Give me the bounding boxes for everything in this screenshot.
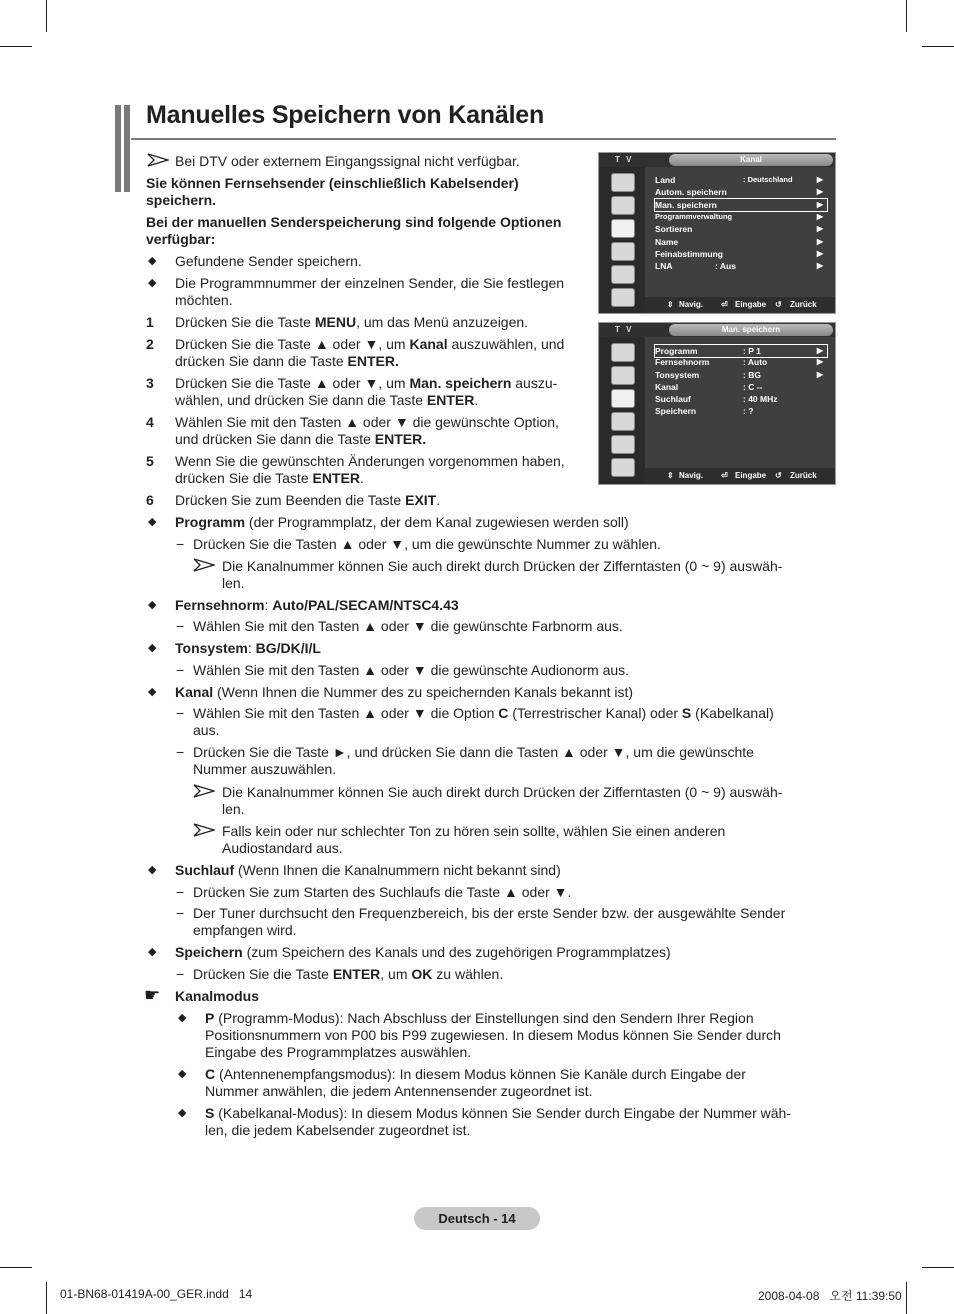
mode-text: C (Antennenempfangsmodus): In diesem Modus können Sie Kanäle durch Eingabe der: [205, 1066, 746, 1082]
crop-mark: [922, 46, 954, 47]
tv-menu-kanal: [598, 152, 836, 314]
option-heading: Kanal (Wenn Ihnen die Nummer des zu speichernden Kanals bekannt ist): [175, 684, 634, 700]
crop-mark: [0, 1267, 32, 1268]
step-text: Wählen Sie mit den Tasten ▲ oder ▼ die gewünschte Option,: [175, 414, 559, 430]
step-number: 1: [146, 314, 154, 330]
crop-mark: [46, 0, 47, 32]
dash-marker: −: [176, 662, 185, 678]
note-text: Bei DTV oder externem Eingangssignal nicht verfügbar.: [175, 153, 520, 169]
picture-icon[interactable]: [611, 173, 635, 192]
menu-footer: [645, 468, 835, 484]
title-accent-bar: [115, 105, 121, 192]
footer-back-label: Zurück: [790, 300, 817, 309]
footer-enter-label: Eingabe: [735, 300, 767, 309]
option-text: Gefundene Sender speichern.: [175, 253, 362, 269]
option-detail: aus.: [193, 722, 220, 738]
menu-item-name[interactable]: Name ▶: [655, 237, 823, 247]
step-text: Drücken Sie die Taste MENU, um das Menü anzuzeigen.: [175, 314, 529, 330]
note-text: len.: [222, 801, 245, 817]
application-icon[interactable]: [611, 458, 635, 477]
option-detail: empfangen wird.: [193, 922, 297, 938]
menu-tv-label: T V: [615, 325, 634, 334]
step-number: 4: [146, 414, 154, 430]
menu-title: Kanal: [669, 154, 833, 166]
menu-item-tonsystem[interactable]: Tonsystem : BG ▶: [655, 370, 823, 380]
step-number: 5: [146, 453, 154, 469]
intro-paragraph: verfügbar:: [146, 231, 216, 247]
intro-paragraph: speichern.: [146, 192, 217, 208]
bullet-diamond-icon: ◆: [178, 1107, 187, 1119]
bullet-diamond-icon: ◆: [148, 516, 157, 528]
channel-icon[interactable]: [611, 389, 635, 408]
step-text: Wenn Sie die gewünschten Änderungen vorgenommen haben,: [175, 453, 565, 469]
bullet-diamond-icon: ◆: [148, 599, 157, 611]
dash-marker: −: [176, 744, 185, 760]
enter-icon: ⏎: [721, 471, 728, 480]
step-text: drücken Sie die Taste ENTER.: [175, 470, 364, 486]
menu-item-suchlauf[interactable]: Suchlauf : 40 MHz: [655, 394, 778, 404]
mode-text: P (Programm-Modus): Nach Abschluss der Einstellungen sind den Sendern Ihrer Region: [205, 1010, 754, 1026]
sound-icon[interactable]: [611, 366, 635, 385]
menu-sidebar: [599, 167, 645, 313]
picture-icon[interactable]: [611, 343, 635, 362]
menu-sidebar: [599, 337, 645, 484]
footer-nav-label: Navig.: [679, 300, 704, 309]
step-text: und drücken Sie dann die Taste ENTER.: [175, 431, 427, 447]
sound-icon[interactable]: [611, 196, 635, 215]
intro-paragraph: Sie können Fernsehsender (einschließlich Kabelsender): [146, 175, 519, 191]
dash-marker: −: [176, 618, 185, 634]
menu-item-autom-speichern[interactable]: Autom. speichern ▶: [655, 187, 823, 197]
crop-mark: [906, 1282, 907, 1314]
crop-mark: [922, 1267, 954, 1268]
step-text: Drücken Sie zum Beenden die Taste EXIT.: [175, 492, 441, 508]
option-detail: Der Tuner durchsucht den Frequenzbereich, bis der erste Sender bzw. der ausgewählte Sender: [193, 905, 786, 921]
setup-icon[interactable]: [611, 242, 635, 261]
menu-item-land[interactable]: Land : Deutschland ▶: [655, 175, 823, 185]
menu-item-speichern[interactable]: Speichern : ?: [655, 406, 754, 416]
mode-text: Eingabe des Programmplatzes auswählen.: [205, 1044, 472, 1060]
mode-text: Nummer anwählen, die jedem Antennensender zugeordnet ist.: [205, 1083, 593, 1099]
menu-item-man-speichern[interactable]: Man. speichern ▶: [654, 198, 828, 212]
menu-item-kanal[interactable]: Kanal : C --: [655, 382, 763, 392]
footer-nav-label: Navig.: [679, 471, 704, 480]
page-title: Manuelles Speichern von Kanälen: [146, 101, 545, 129]
hand-pointer-icon: ☛: [144, 985, 161, 1005]
option-heading: Fernsehnorm: Auto/PAL/SECAM/NTSC4.43: [175, 597, 459, 613]
bullet-diamond-icon: ◆: [148, 277, 157, 289]
bullet-diamond-icon: ◆: [148, 642, 157, 654]
option-detail: Wählen Sie mit den Tasten ▲ oder ▼ die gewünschte Audionorm aus.: [193, 662, 630, 678]
crop-mark: [46, 1282, 47, 1314]
intro-paragraph: Bei der manuellen Senderspeicherung sind folgende Optionen: [146, 214, 562, 230]
crop-mark: [0, 46, 32, 47]
bullet-diamond-icon: ◆: [148, 686, 157, 698]
enter-icon: ⏎: [721, 300, 728, 309]
option-heading: Speichern (zum Speichern des Kanals und des zugehörigen Programmplatzes): [175, 944, 671, 960]
page-number-badge: Deutsch - 14: [414, 1207, 540, 1230]
dash-marker: −: [176, 905, 185, 921]
step-number: 2: [146, 336, 154, 352]
step-number: 3: [146, 375, 154, 391]
note-arrow-icon: [193, 784, 215, 798]
option-detail: Drücken Sie die Taste ►, und drücken Sie dann die Tasten ▲ oder ▼, um die gewünschte: [193, 744, 754, 760]
option-detail: Wählen Sie mit den Tasten ▲ oder ▼ die gewünschte Farbnorm aus.: [193, 618, 623, 634]
mode-text: Positionsnummern von P00 bis P99 zugewiesen. In diesem Modus können Sie Sender durch: [205, 1027, 781, 1043]
footer-timestamp: 2008-04-08 오전 11:39:50: [758, 1289, 902, 1303]
bullet-diamond-icon: ◆: [178, 1068, 187, 1080]
step-text: wählen, und drücken Sie dann die Taste ENTER.: [175, 392, 479, 408]
mode-text: S (Kabelkanal-Modus): In diesem Modus können Sie Sender durch Eingabe der Nummer wäh-: [205, 1105, 791, 1121]
application-icon[interactable]: [611, 288, 635, 307]
input-icon[interactable]: [611, 265, 635, 284]
navigate-icon: ⇕: [667, 471, 674, 480]
note-arrow-icon: [193, 558, 215, 572]
note-text: Falls kein oder nur schlechter Ton zu hören sein sollte, wählen Sie einen anderen: [222, 823, 726, 839]
bullet-diamond-icon: ◆: [148, 946, 157, 958]
step-text: Drücken Sie die Taste ▲ oder ▼, um Kanal auszuwählen, und: [175, 336, 565, 352]
option-text: möchten.: [175, 292, 233, 308]
title-accent-bar: [124, 105, 130, 192]
option-heading: Programm (der Programmplatz, der dem Kanal zugewiesen werden soll): [175, 514, 629, 530]
menu-item-feinabstimmung[interactable]: Feinabstimmung ▶: [655, 249, 823, 259]
crop-mark: [906, 0, 907, 32]
menu-item-programmverwaltung[interactable]: Programmverwaltung ▶: [655, 212, 823, 221]
step-text: drücken Sie dann die Taste ENTER.: [175, 353, 399, 369]
note-arrow-icon: [147, 153, 169, 167]
bullet-diamond-icon: ◆: [148, 864, 157, 876]
menu-item-sortieren[interactable]: Sortieren ▶: [655, 224, 823, 234]
note-text: Die Kanalnummer können Sie auch direkt durch Drücken der Zifferntasten (0 ~ 9) auswäh-: [222, 784, 783, 800]
menu-item-programm[interactable]: Programm : P 1 ▶: [654, 344, 828, 358]
footer-back-label: Zurück: [790, 471, 817, 480]
option-detail: Drücken Sie die Tasten ▲ oder ▼, um die gewünschte Nummer zu wählen.: [193, 536, 661, 552]
step-number: 6: [146, 492, 154, 508]
dash-marker: −: [176, 884, 185, 900]
dash-marker: −: [176, 966, 185, 982]
menu-title: Man. speichern: [669, 324, 833, 336]
navigate-icon: ⇕: [667, 300, 674, 309]
step-text: Drücken Sie die Taste ▲ oder ▼, um Man. speichern auszu-: [175, 375, 558, 391]
note-arrow-icon: [193, 823, 215, 837]
tv-menu-man-speichern: [598, 322, 836, 485]
note-text: Audiostandard aus.: [222, 840, 343, 856]
note-text: Die Kanalnummer können Sie auch direkt durch Drücken der Zifferntasten (0 ~ 9) auswäh-: [222, 558, 783, 574]
menu-tv-label: T V: [615, 155, 634, 164]
option-detail: Nummer auszuwählen.: [193, 761, 337, 777]
menu-item-lna[interactable]: LNA : Aus ▶: [655, 261, 823, 271]
dash-marker: −: [176, 536, 185, 552]
setup-icon[interactable]: [611, 412, 635, 431]
option-heading: Tonsystem: BG/DK/I/L: [175, 640, 321, 656]
input-icon[interactable]: [611, 435, 635, 454]
return-icon: ↺: [775, 471, 782, 480]
option-detail: Drücken Sie die Taste ENTER, um OK zu wählen.: [193, 966, 504, 982]
option-detail: Drücken Sie zum Starten des Suchlaufs die Taste ▲ oder ▼.: [193, 884, 572, 900]
option-text: Die Programmnummer der einzelnen Sender, die Sie festlegen: [175, 275, 565, 291]
option-heading: Suchlauf (Wenn Ihnen die Kanalnummern nicht bekannt sind): [175, 862, 561, 878]
title-rule: [131, 138, 836, 140]
footer-file-info: 01-BN68-01419A-00_GER.indd 14: [60, 1287, 253, 1301]
menu-footer: [645, 297, 835, 313]
note-text: len.: [222, 575, 245, 591]
footer-enter-label: Eingabe: [735, 471, 767, 480]
bullet-diamond-icon: ◆: [148, 255, 157, 267]
dash-marker: −: [176, 705, 185, 721]
bullet-diamond-icon: ◆: [178, 1012, 187, 1024]
return-icon: ↺: [775, 300, 782, 309]
option-detail: Wählen Sie mit den Tasten ▲ oder ▼ die Option C (Terrestrischer Kanal) oder S (Kabelkanal): [193, 705, 774, 721]
channel-icon[interactable]: [611, 219, 635, 238]
section-heading: Kanalmodus: [175, 988, 260, 1004]
menu-item-fernsehnorm[interactable]: Fernsehnorm : Auto ▶: [655, 357, 823, 367]
mode-text: len, die jedem Kabelsender zugeordnet ist.: [205, 1122, 471, 1138]
